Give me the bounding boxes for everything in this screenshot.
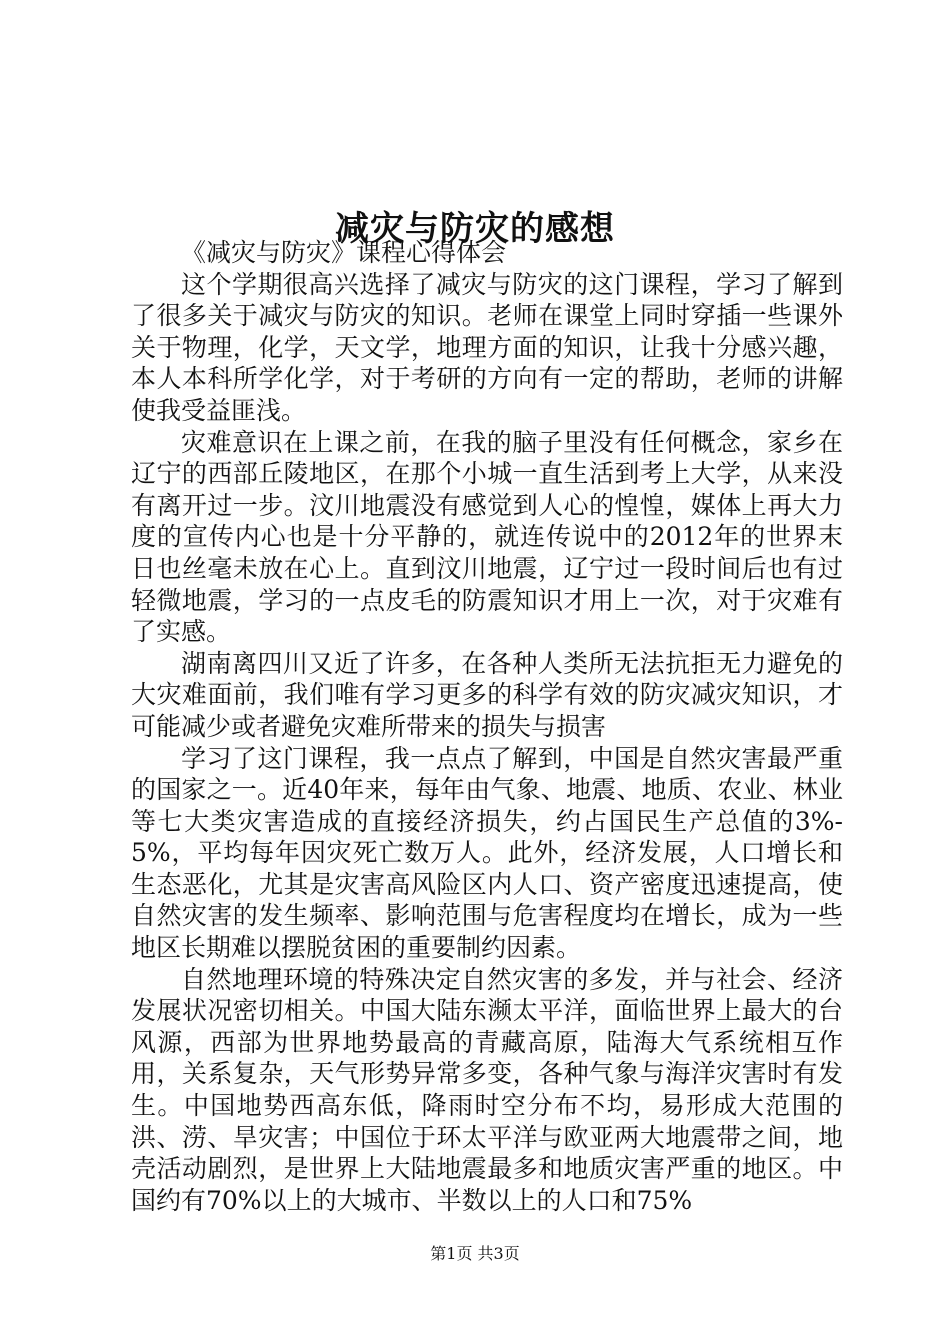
document-title: 减灾与防灾的感想 xyxy=(335,208,615,249)
paragraph-disaster-awareness: 灾难意识在上课之前，在我的脑子里没有任何概念，家乡在辽宁的西部丘陵地区，在那个小城一直生活到考上大学，从来没有离开过一步。汶川地震没有感觉到人心的惶惶，媒体上再大力度的宣传内心也是十分平静的，就连传说中的2012年的世界末日也丝毫未放在心上。直到汶川地震，辽宁过一段时间后也有过轻微地震，学习的一点皮毛的防震知识才用上一次，对于灾难有了实感。 xyxy=(131,427,843,647)
paragraph-china-disasters: 学习了这门课程，我一点点了解到，中国是自然灾害最严重的国家之一。近40年来，每年由气象、地震、地质、农业、林业等七大类灾害造成的直接经济损失，约占国民生产总值的3%-5%，平均每年因灾死亡数万人。此外，经济发展，人口增长和生态恶化，尤其是灾害高风险区内人口、资产密度迅速提高，使自然灾害的发生频率、影响范围与危害程度均在增长，成为一些地区长期难以摆脱贫困的重要制约因素。 xyxy=(131,743,843,963)
paragraph-course-intro: 这个学期很高兴选择了减灾与防灾的这门课程，学习了解到了很多关于减灾与防灾的知识。老师在课堂上同时穿插一些课外关于物理，化学，天文学，地理方面的知识，让我十分感兴趣，本人本科所学化学，对于考研的方向有一定的帮助，老师的讲解使我受益匪浅。 xyxy=(131,269,843,425)
paragraph-geography: 自然地理环境的特殊决定自然灾害的多发，并与社会、经济发展状况密切相关。中国大陆东濒太平洋，面临世界上最大的台风源，西部为世界地势最高的青藏高原，陆海大气系统相互作用，关系复杂，天气形势异常多变，各种气象与海洋灾害时有发生。中国地势西高东低，降雨时空分布不均，易形成大范围的洪、涝、旱灾害；中国位于环太平洋与欧亚两大地震带之间，地壳活动剧烈，是世界上大陆地震最多和地质灾害严重的地区。中国约有70%以上的大城市、半数以上的人口和75% xyxy=(131,964,843,1215)
paragraph-hunan-sichuan: 湖南离四川又近了许多，在各种人类所无法抗拒无力避免的大灾难面前，我们唯有学习更多的科学有效的防灾减灾知识，才可能减少或者避免灾难所带来的损失与损害 xyxy=(131,648,843,741)
page-footer: 第1页 共3页 xyxy=(430,1244,520,1263)
document-body xyxy=(131,237,843,1216)
paragraph-subtitle: 《减灾与防灾》课程心得体会 xyxy=(181,238,507,267)
